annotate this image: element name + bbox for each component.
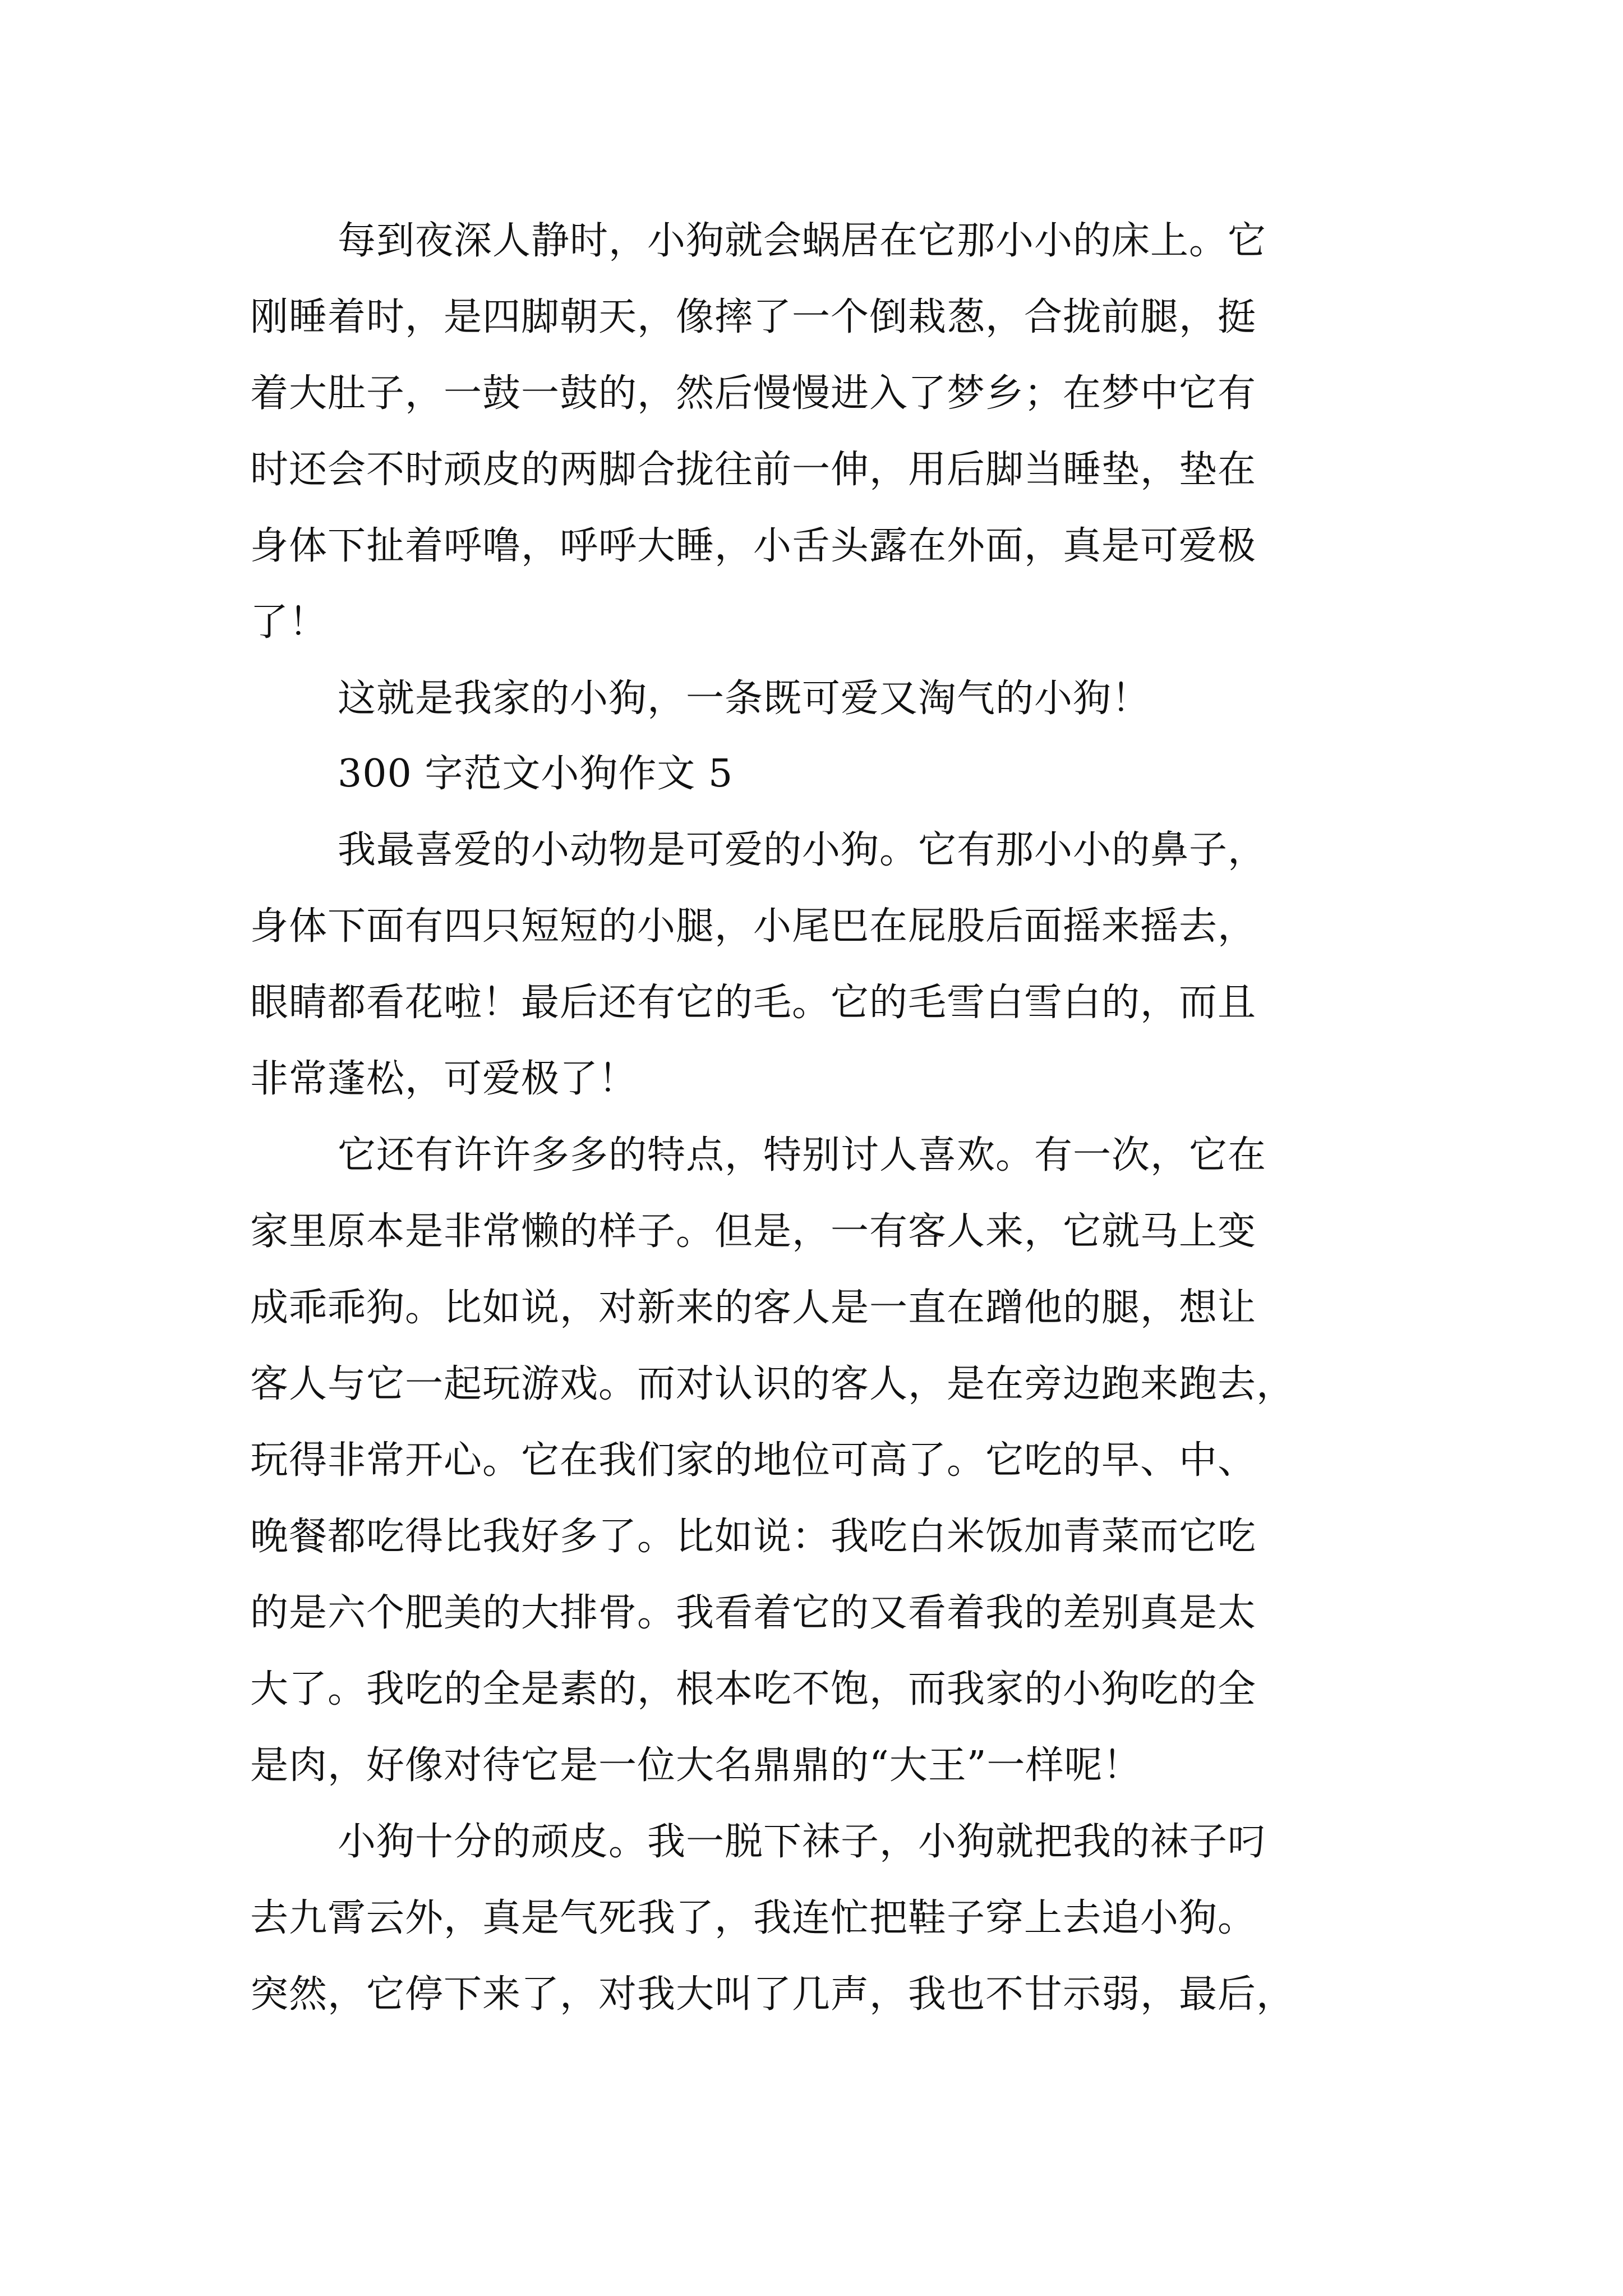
paragraph-1-line-6: 了！ — [250, 600, 328, 645]
paragraph-4-line-4: 客人与它一起玩游戏。而对认识的客人，是在旁边跑来跑去， — [250, 1362, 1295, 1406]
paragraph-4-line-8: 大了。我吃的全是素的，根本吃不饱，而我家的小狗吃的全 — [250, 1667, 1257, 1711]
paragraph-5-line-3: 突然，它停下来了，对我大叫了几声，我也不甘示弱，最后， — [250, 1972, 1295, 2017]
paragraph-5-line-2: 去九霄云外，真是气死我了，我连忙把鞋子穿上去追小狗。 — [250, 1896, 1257, 1940]
paragraph-1-line-4: 时还会不时顽皮的两脚合拢往前一伸，用后脚当睡垫，垫在 — [250, 448, 1257, 492]
paragraph-3-line-3: 眼睛都看花啦！最后还有它的毛。它的毛雪白雪白的，而且 — [250, 981, 1257, 1025]
paragraph-2-line-1: 这就是我家的小狗，一条既可爱又淘气的小狗！ — [338, 677, 1151, 721]
paragraph-4-line-1: 它还有许许多多的特点，特别讨人喜欢。有一次，它在 — [338, 1133, 1267, 1177]
paragraph-4-line-5: 玩得非常开心。它在我们家的地位可高了。它吃的早、中、 — [250, 1438, 1257, 1483]
paragraph-4-line-2: 家里原本是非常懒的样子。但是，一有客人来，它就马上变 — [250, 1209, 1257, 1254]
paragraph-4-line-6: 晚餐都吃得比我好多了。比如说：我吃白米饭加青菜而它吃 — [250, 1515, 1257, 1559]
paragraph-3-line-2: 身体下面有四只短短的小腿，小尾巴在屁股后面摇来摇去， — [250, 904, 1257, 949]
paragraph-5-line-1: 小狗十分的顽皮。我一脱下袜子，小狗就把我的袜子叼 — [338, 1820, 1267, 1864]
paragraph-3-line-1: 我最喜爱的小动物是可爱的小狗。它有那小小的鼻子， — [338, 828, 1267, 872]
paragraph-1-line-2: 刚睡着时，是四脚朝天，像摔了一个倒栽葱，合拢前腿，挺 — [250, 295, 1257, 339]
paragraph-1-line-1: 每到夜深人静时，小狗就会蜗居在它那小小的床上。它 — [338, 219, 1267, 263]
paragraph-4-line-3: 成乖乖狗。比如说，对新来的客人是一直在蹭他的腿，想让 — [250, 1286, 1257, 1330]
paragraph-4-line-7: 的是六个肥美的大排骨。我看着它的又看着我的差别真是太 — [250, 1591, 1257, 1635]
paragraph-4-line-9: 是肉，好像对待它是一位大名鼎鼎的“大王”一样呢！ — [250, 1743, 1142, 1788]
section-heading: 300 字范文小狗作文 5 — [338, 752, 734, 796]
paragraph-3-line-4: 非常蓬松，可爱极了！ — [250, 1057, 638, 1101]
paragraph-1-line-3: 着大肚子，一鼓一鼓的，然后慢慢进入了梦乡；在梦中它有 — [250, 371, 1257, 416]
paragraph-1-line-5: 身体下扯着呼噜，呼呼大睡，小舌头露在外面，真是可爱极 — [250, 524, 1257, 568]
